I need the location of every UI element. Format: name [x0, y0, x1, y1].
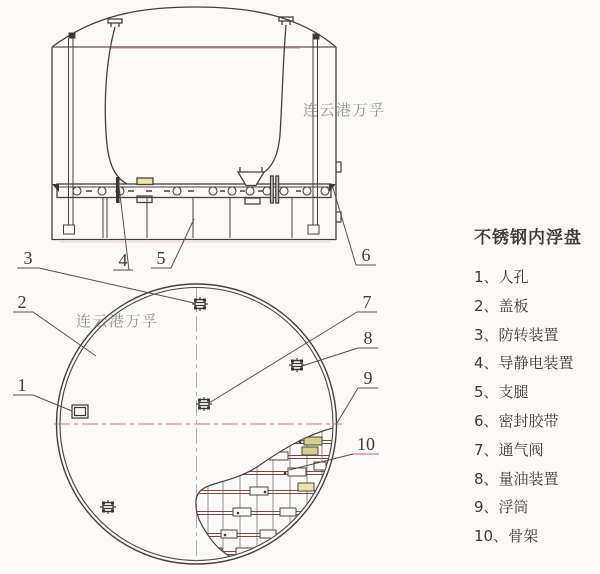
tank-dome-roof	[52, 7, 336, 47]
tank-elevation-view	[52, 7, 341, 242]
cutaway-section	[193, 420, 345, 570]
support-legs	[103, 198, 292, 238]
leader-9	[337, 388, 378, 423]
callout-1: 1	[17, 375, 27, 395]
callout-10: 10	[357, 434, 375, 454]
legend-item-cover-plate	[474, 297, 598, 315]
legend-item-number: 7、	[474, 440, 499, 459]
callout-4: 4	[118, 250, 128, 270]
deck-funnel-vent	[238, 167, 264, 204]
legend-item-label: 盖板	[498, 296, 529, 315]
leader-3	[17, 268, 194, 303]
callout-3: 3	[23, 248, 33, 268]
oil-gauge-device-icon	[289, 358, 305, 372]
legend-item-number: 8、	[474, 469, 499, 488]
legend-item-number: 1、	[474, 268, 499, 286]
legend-item-number: 4、	[474, 354, 499, 373]
legend-item-static-conductor	[474, 354, 598, 372]
pontoon-clamp-boxes	[208, 437, 326, 556]
legend-item-manhole	[474, 268, 598, 286]
legend-item-number: 9、	[474, 498, 499, 517]
callout-9: 9	[363, 368, 373, 388]
legend-item-pontoon	[474, 498, 598, 516]
guide-pole-right	[308, 34, 319, 234]
legend-item-label: 导静电装置	[498, 354, 574, 373]
legend-item-vent-valve	[474, 441, 598, 459]
legend-item-label: 密封胶带	[498, 411, 559, 430]
legend-item-frame	[474, 527, 598, 545]
legend-item-number: 10、	[474, 527, 509, 546]
deck-fitting-box-top	[137, 178, 153, 185]
legend-title: 不锈钢内浮盘	[474, 228, 582, 248]
guide-pole-left	[64, 33, 76, 234]
roof-nozzle-left	[108, 19, 122, 27]
seal-mark-left	[52, 184, 59, 192]
legend-item-number: 6、	[474, 411, 499, 430]
vent-valve-2-icon	[100, 500, 116, 514]
legend-item-label: 骨架	[508, 527, 539, 546]
legend-item-label: 支腿	[498, 383, 529, 402]
anti-rotation-device-icon	[192, 297, 208, 311]
watermark-elevation: 连云港万孚	[303, 101, 386, 119]
legend-item-number: 5、	[474, 383, 499, 402]
legend-item-label: 防转装置	[498, 325, 559, 344]
callout-2: 2	[17, 292, 27, 312]
vent-valve-icon	[196, 397, 212, 411]
leader-8	[302, 348, 378, 366]
legend-item-label: 人孔	[498, 268, 529, 286]
callout-5: 5	[156, 248, 166, 268]
legend-item-oil-gauge	[474, 470, 598, 488]
legend-item-number: 2、	[474, 296, 499, 315]
seal-mark-right	[329, 184, 336, 192]
manhole	[72, 405, 88, 418]
watermark-plan: 连云港万孚	[76, 312, 159, 330]
legend-panel	[474, 223, 598, 556]
legend-item-seal-tape	[474, 412, 598, 430]
legend-item-label: 量油装置	[498, 469, 559, 488]
legend-item-support-leg	[474, 383, 598, 401]
legend-item-anti-rotation	[474, 326, 598, 344]
legend-item-label: 通气阀	[498, 440, 544, 459]
legend-item-label: 浮筒	[498, 498, 529, 517]
leader-7	[209, 312, 377, 403]
deck-flange-pair	[271, 176, 279, 203]
hanging-tube-left	[105, 27, 127, 184]
callout-6: 6	[361, 245, 371, 265]
callout-8: 8	[363, 328, 373, 348]
legend-item-number: 3、	[474, 325, 499, 344]
pontoon-end-circles	[73, 187, 329, 195]
callout-7: 7	[362, 292, 372, 312]
